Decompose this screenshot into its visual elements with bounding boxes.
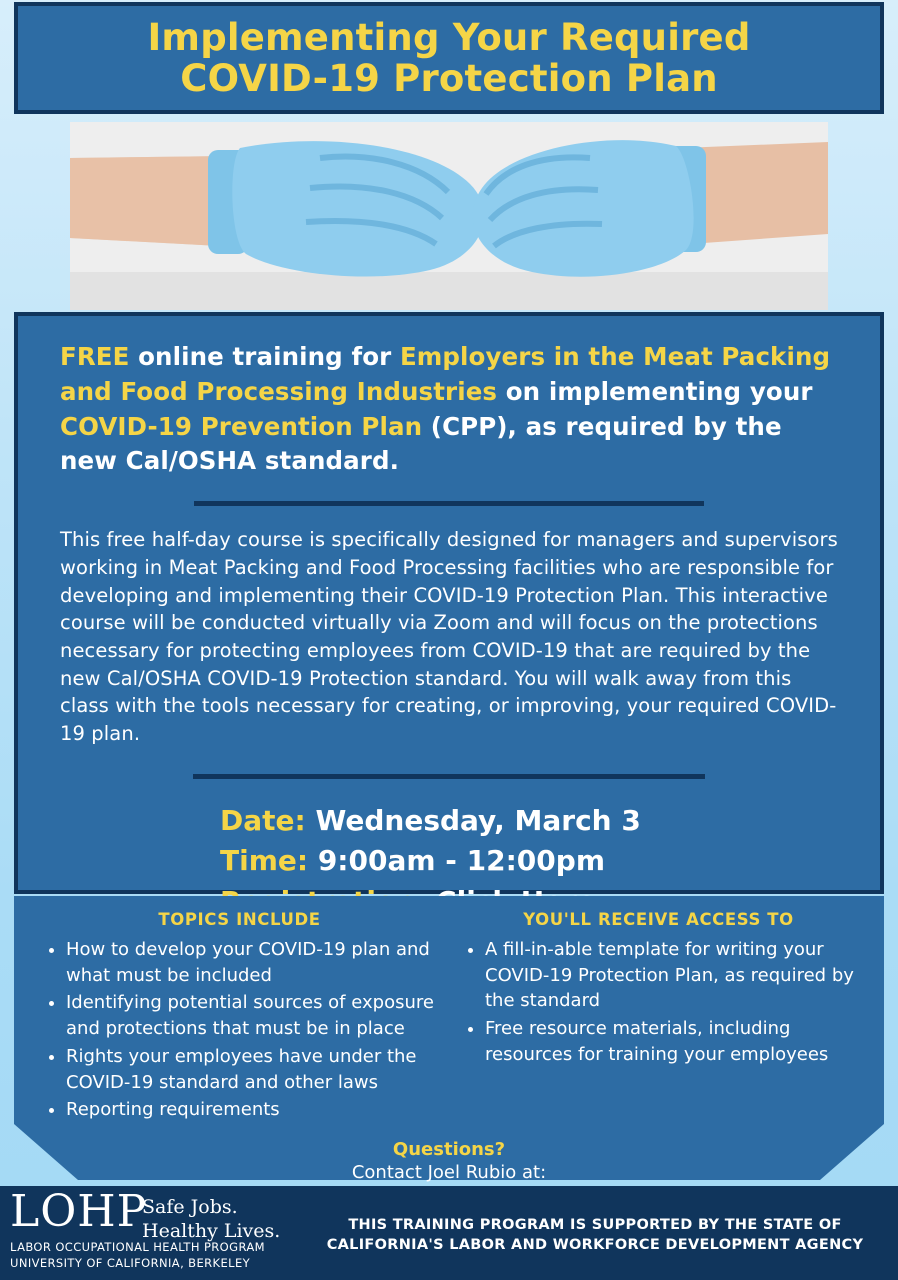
topics-list bbox=[44, 937, 435, 1123]
access-list bbox=[463, 937, 854, 1068]
tagline-line1: Safe Jobs. bbox=[142, 1196, 238, 1218]
list-item: • How to develop your COVID-19 plan and what must be included bbox=[66, 937, 435, 988]
lede-text-3: (CPP), as required by the new Cal/OSHA standard. bbox=[60, 411, 782, 476]
questions-heading: Questions? bbox=[392, 1139, 506, 1161]
footer-tagline bbox=[142, 1196, 280, 1244]
questions-contact: Contact Joel Rubio at: bbox=[351, 1162, 547, 1184]
footer bbox=[0, 1186, 898, 1280]
date-label: Date: bbox=[220, 803, 306, 837]
lede-audience: Employers in the Meat Packing and Food Processing Industries bbox=[60, 342, 831, 406]
lede-plan: COVID-19 Prevention Plan bbox=[60, 411, 423, 441]
lede-paragraph bbox=[60, 340, 838, 479]
photo-illustration bbox=[70, 122, 828, 310]
list-item: • A fill-in-able template for writing your COVID-19 Protection Plan, as required by the standard bbox=[485, 937, 854, 1014]
time-label: Time: bbox=[220, 844, 309, 878]
access-heading: YOU'LL RECEIVE ACCESS TO bbox=[523, 910, 794, 929]
org-line2: UNIVERSITY OF CALIFORNIA, BERKELEY bbox=[10, 1255, 251, 1270]
topics-band bbox=[14, 896, 884, 1184]
support-line1: THIS TRAINING PROGRAM IS SUPPORTED BY THE STATE OF bbox=[348, 1217, 842, 1233]
main-content-panel bbox=[14, 312, 884, 894]
detail-time bbox=[220, 841, 838, 882]
time-value: 9:00am - 12:00pm bbox=[317, 844, 605, 878]
support-line2: CALIFORNIA'S LABOR AND WORKFORCE DEVELOPMENT AGENCY bbox=[326, 1236, 864, 1253]
lede-free: FREE bbox=[60, 342, 130, 371]
access-column bbox=[449, 910, 854, 1125]
topics-column bbox=[44, 910, 449, 1125]
topics-heading: TOPICS INCLUDE bbox=[158, 910, 321, 929]
course-description: This free half-day course is specifically designed for managers and supervisors working in Meat Packing and Food Processing facilities who are responsible for developing and implementing their COVID-19 Protection Plan. This interactive course will be conducted virtually via Zoom and will focus on the protections necessary for protecting employees from COVID-19 that are required by the new Cal/OSHA COVID-19 Protection standard. You will walk away from this class with the tools necessary for creating, or improving, your required COVID-19 plan. bbox=[60, 528, 838, 745]
lede-text-2: on implementing your bbox=[497, 376, 813, 406]
list-item: • Free resource materials, including resources for training your employees bbox=[485, 1016, 854, 1067]
list-item: • Reporting requirements bbox=[66, 1097, 435, 1123]
header-banner bbox=[14, 2, 884, 114]
org-line1: LABOR OCCUPATIONAL HEALTH PROGRAM bbox=[10, 1240, 265, 1254]
date-value: Wednesday, March 3 bbox=[315, 803, 641, 837]
list-item: • Identifying potential sources of exposure and protections that must be in place bbox=[66, 990, 435, 1041]
divider-bottom bbox=[193, 774, 705, 779]
divider-top bbox=[194, 501, 704, 506]
footer-org bbox=[10, 1240, 265, 1271]
gloved-fist-bump-photo bbox=[70, 122, 828, 310]
tagline-line2: Healthy Lives. bbox=[142, 1219, 281, 1242]
page-title-line2: COVID-19 Protection Plan bbox=[180, 57, 718, 100]
lohp-logo: LOHP bbox=[10, 1186, 148, 1237]
lede-text-1: online training for bbox=[129, 342, 400, 371]
footer-support-statement bbox=[300, 1216, 890, 1255]
page-title-line1: Implementing Your Required bbox=[147, 15, 751, 59]
detail-date bbox=[220, 801, 838, 842]
list-item: • Rights your employees have under the COVID-19 standard and other laws bbox=[66, 1044, 435, 1095]
